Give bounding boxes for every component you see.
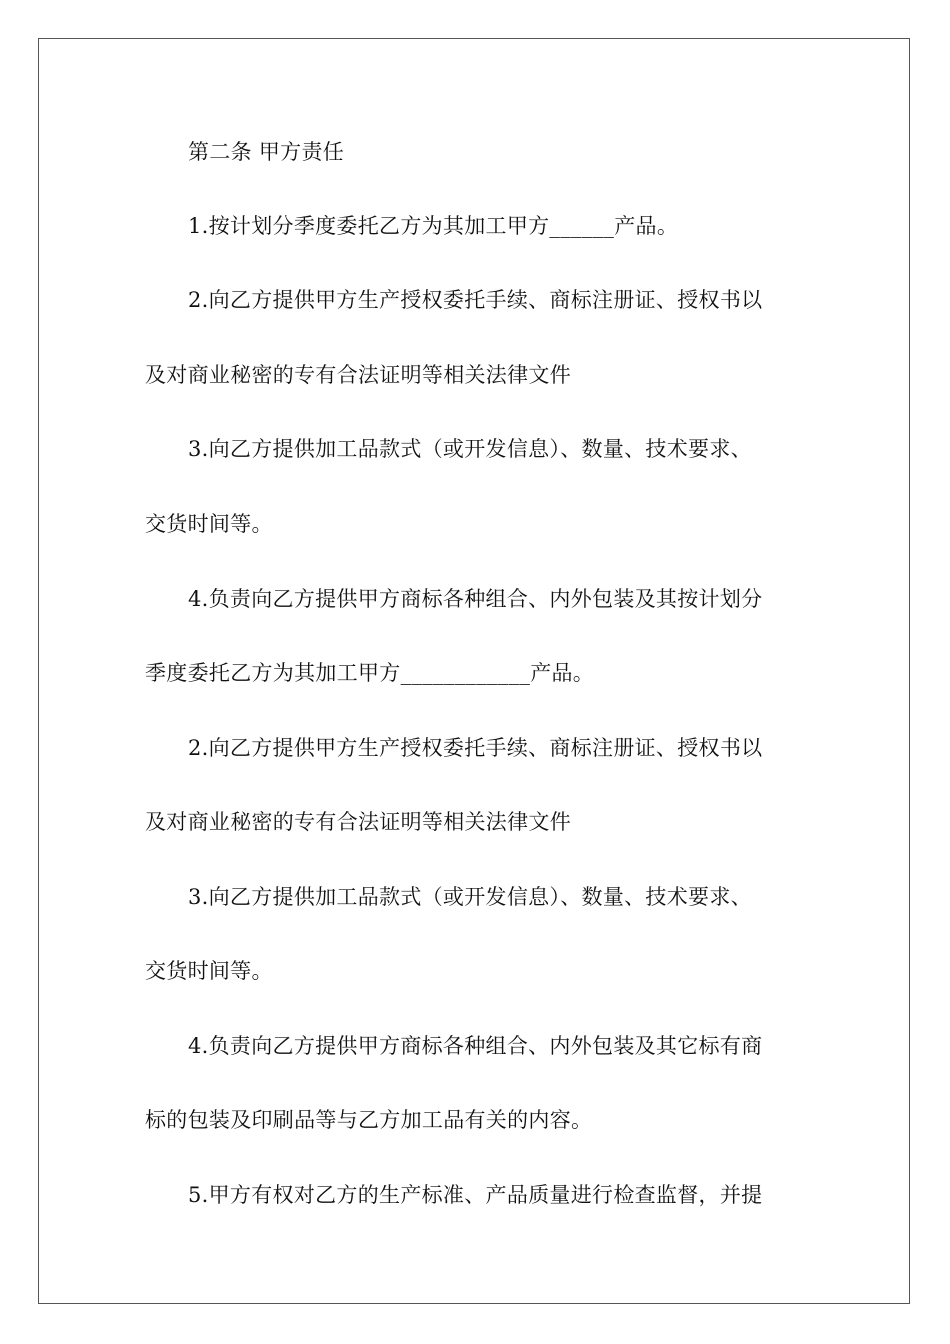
section-heading: 第二条 甲方责任 <box>188 140 345 164</box>
paragraph-line: 4.负责向乙方提供甲方商标各种组合、内外包装及其按计划分 <box>188 587 763 611</box>
paragraph-line: 及对商业秘密的专有合法证明等相关法律文件 <box>145 810 571 834</box>
paragraph-line: 2.向乙方提供甲方生产授权委托手续、商标注册证、授权书以 <box>188 736 763 760</box>
paragraph-line: 及对商业秘密的专有合法证明等相关法律文件 <box>145 363 571 387</box>
paragraph-line: 2.向乙方提供甲方生产授权委托手续、商标注册证、授权书以 <box>188 288 763 312</box>
paragraph-line: 4.负责向乙方提供甲方商标各种组合、内外包装及其它标有商 <box>188 1034 763 1058</box>
paragraph-line: 5.甲方有权对乙方的生产标准、产品质量进行检查监督，并提 <box>188 1183 763 1207</box>
paragraph-line: 1.按计划分季度委托乙方为其加工甲方______产品。 <box>188 214 679 238</box>
paragraph-line: 3.向乙方提供加工品款式（或开发信息）、数量、技术要求、 <box>188 437 752 461</box>
paragraph-line: 标的包装及印刷品等与乙方加工品有关的内容。 <box>145 1108 593 1132</box>
paragraph-line: 3.向乙方提供加工品款式（或开发信息）、数量、技术要求、 <box>188 885 752 909</box>
paragraph-line: 季度委托乙方为其加工甲方____________产品。 <box>145 661 595 685</box>
paragraph-line: 交货时间等。 <box>145 959 273 983</box>
paragraph-line: 交货时间等。 <box>145 512 273 536</box>
